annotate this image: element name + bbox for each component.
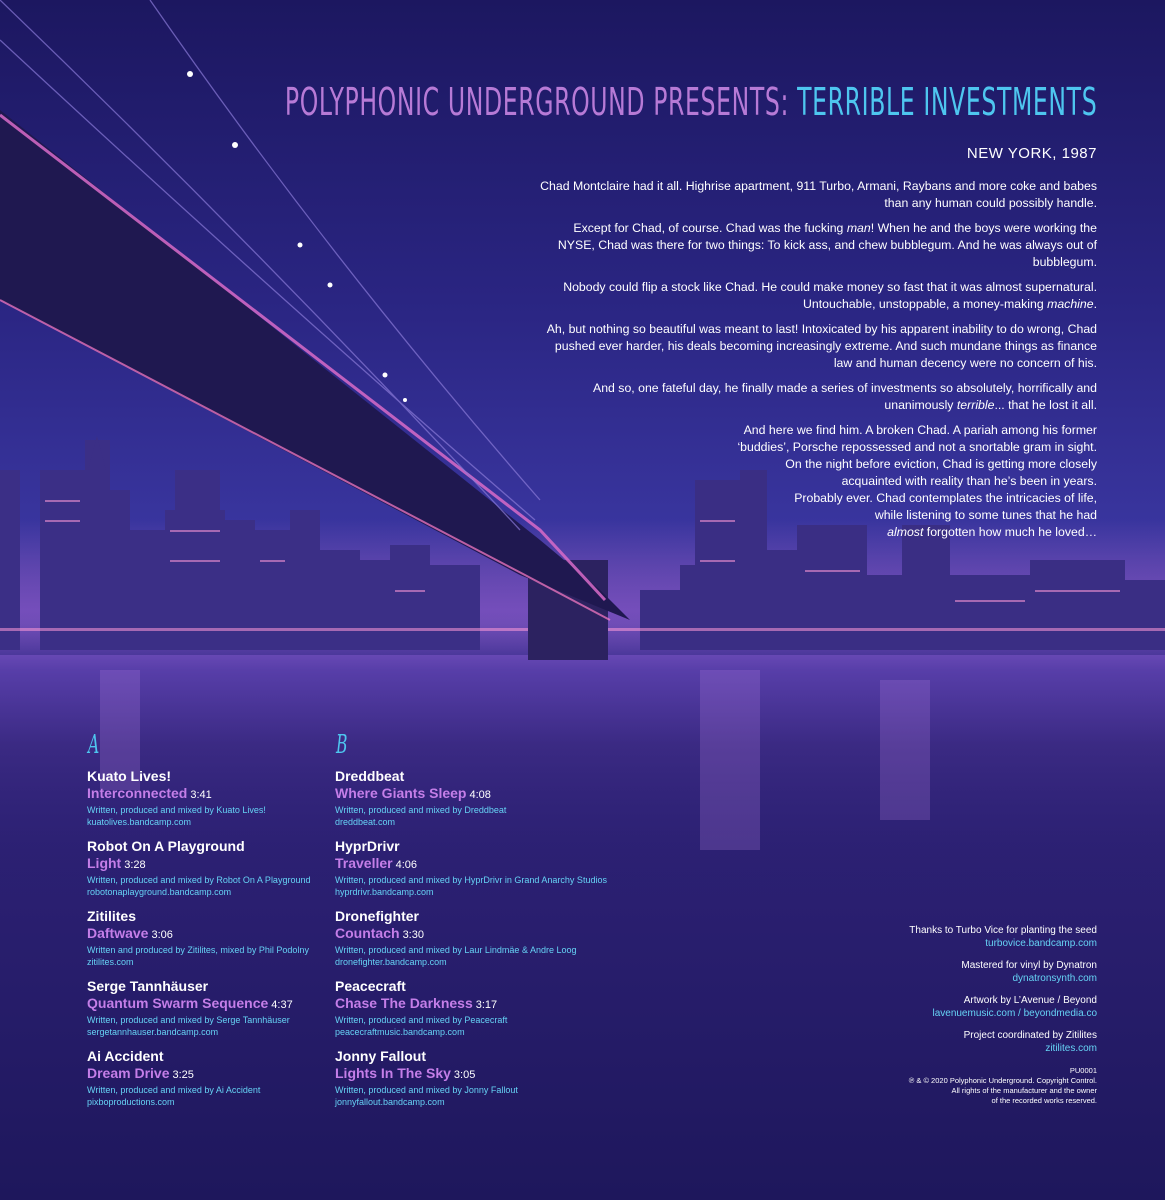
track-link: robotonaplayground.bandcamp.com — [87, 887, 232, 897]
track-title: Lights In The Sky — [335, 1065, 451, 1081]
track-title: Quantum Swarm Sequence — [87, 995, 269, 1011]
track-credit: Written, produced and mixed by Peacecraft — [335, 1015, 508, 1025]
track-duration: 4:08 — [469, 789, 491, 801]
credit-url: turbovice.bandcamp.com — [985, 938, 1097, 949]
track-duration: 4:06 — [395, 859, 418, 871]
track-credit: Written, produced and mixed by Ai Accident — [87, 1085, 261, 1095]
track-credit: Written, produced and mixed by Robot On A Playground — [87, 875, 311, 885]
track-item — [87, 838, 310, 908]
credit-group — [909, 1029, 1097, 1055]
track-artist: Serge Tannhäuser — [87, 978, 209, 994]
track-item — [335, 908, 607, 978]
track-item — [87, 978, 310, 1048]
track-artist: Peacecraft — [335, 978, 406, 994]
track-duration: 3:28 — [124, 859, 146, 871]
track-duration: 3:30 — [402, 929, 424, 941]
track-title: Countach — [335, 925, 400, 941]
track-credit: Written, produced and mixed by Dreddbeat — [335, 805, 507, 815]
credits-block — [909, 924, 1097, 1064]
rights-line: of the recorded works reserved. — [991, 1096, 1097, 1105]
credit-group — [909, 924, 1097, 950]
credit-group — [909, 994, 1097, 1020]
title-presenter: POLYPHONIC UNDERGROUND PRESENTS: — [284, 80, 789, 124]
track-link: kuatolives.bandcamp.com — [87, 817, 192, 827]
track-duration: 4:37 — [271, 999, 293, 1011]
credit-url: zitilites.com — [1045, 1043, 1097, 1054]
track-artist: Ai Accident — [87, 1048, 164, 1064]
track-duration: 3:25 — [172, 1069, 194, 1081]
track-credit: Written, produced and mixed by Jonny Fallout — [335, 1085, 518, 1095]
story-paragraph: Nobody could flip a stock like Chad. He could make money so fast that it was almost supernatural. Untouchable, unstoppable, a money-making machine. — [563, 280, 1097, 311]
track-title: Daftwave — [87, 925, 149, 941]
rights-line: All rights of the manufacturer and the owner — [951, 1086, 1097, 1095]
credit-url: dynatronsynth.com — [1012, 973, 1097, 984]
track-link: jonnyfallout.bandcamp.com — [335, 1097, 445, 1107]
track-link: sergetannhauser.bandcamp.com — [87, 1027, 219, 1037]
track-link: peacecraftmusic.bandcamp.com — [335, 1027, 465, 1037]
track-credit: Written, produced and mixed by Kuato Lives! — [87, 805, 266, 815]
credit-label: Project coordinated by Zitilites — [963, 1030, 1097, 1041]
setting-caption: NEW YORK, 1987 — [966, 145, 1097, 162]
story-paragraph: And so, one fateful day, he finally made a series of investments so absolutely, horrifically and unanimously terrible... that he lost it all. — [593, 381, 1097, 412]
story-text — [537, 178, 1097, 549]
story-paragraph: And here we find him. A broken Chad. A pariah among his former ‘buddies’, Porsche repossessed and not a snortable gram in sight. On the night before eviction, Chad is getting more closely acquainted with reality than he’s been in years. Probably ever. Chad contemplates the intricacies of life, while listening to some tunes that he had almost forgotten how much he loved… — [737, 423, 1097, 539]
track-title: Traveller — [335, 855, 393, 871]
copyright-line: ℗ & © 2020 Polyphonic Underground. Copyright Control. — [908, 1076, 1097, 1085]
track-title: Where Giants Sleep — [335, 785, 467, 801]
track-credit: Written, produced and mixed by Laur Lindmäe & Andre Loog — [335, 945, 577, 955]
track-credit: Written, produced and mixed by HyprDrivr in Grand Anarchy Studios — [335, 875, 607, 885]
track-credit: Written, produced and mixed by Serge Tannhäuser — [87, 1015, 290, 1025]
side-a-label: A — [88, 730, 100, 760]
story-paragraph: Chad Montclaire had it all. Highrise apartment, 911 Turbo, Armani, Raybans and more coke and babes than any human could possibly handle. — [540, 179, 1097, 210]
track-item — [87, 908, 310, 978]
album-title — [285, 80, 1097, 124]
track-title: Interconnected — [87, 785, 188, 801]
track-link: pixboproductions.com — [87, 1097, 175, 1107]
track-link: dreddbeat.com — [335, 817, 396, 827]
track-title: Light — [87, 855, 122, 871]
track-title: Chase The Darkness — [335, 995, 473, 1011]
track-link: zitilites.com — [87, 957, 134, 967]
story-paragraph: Except for Chad, of course. Chad was the fucking man! When he and the boys were working the NYSE, Chad was there for two things: To kick ass, and chew bubblegum. And he was always out of bubblegum. — [557, 221, 1097, 269]
credit-label: Thanks to Turbo Vice for planting the seed — [909, 925, 1097, 936]
credit-label: Mastered for vinyl by Dynatron — [961, 960, 1097, 971]
track-duration: 3:05 — [453, 1069, 476, 1081]
track-item — [87, 1048, 310, 1118]
credit-group — [909, 959, 1097, 985]
track-duration: 3:17 — [475, 999, 498, 1011]
track-artist: Jonny Fallout — [335, 1048, 426, 1064]
track-artist: Zitilites — [87, 908, 137, 924]
track-link: hyprdrivr.bandcamp.com — [335, 887, 434, 897]
side-b-tracklist — [335, 768, 607, 1118]
side-b-label: B — [336, 730, 348, 760]
track-artist: Robot On A Playground — [87, 838, 245, 854]
track-item — [335, 1048, 607, 1118]
track-item — [335, 838, 607, 908]
track-title: Dream Drive — [87, 1065, 170, 1081]
credit-label: Artwork by L’Avenue / Beyond — [963, 995, 1097, 1006]
story-paragraph: Ah, but nothing so beautiful was meant to last! Intoxicated by his apparent inability to do wrong, Chad pushed ever harder, his deals becoming increasingly extreme. And such mundane things as finance law and human decency were no concern of his. — [546, 322, 1097, 370]
title-album-name: TERRIBLE INVESTMENTS — [796, 80, 1097, 124]
track-credit: Written and produced by Zitilites, mixed by Phil Podolny — [87, 945, 309, 955]
track-item — [87, 768, 310, 838]
credit-url: lavenuemusic.com / beyondmedia.co — [932, 1008, 1097, 1019]
track-duration: 3:41 — [190, 789, 212, 801]
track-item — [335, 978, 607, 1048]
track-item — [335, 768, 607, 838]
track-artist: Dronefighter — [335, 908, 419, 924]
track-link: dronefighter.bandcamp.com — [335, 957, 447, 967]
track-artist: Kuato Lives! — [87, 768, 172, 784]
track-artist: Dreddbeat — [335, 768, 405, 784]
track-duration: 3:06 — [151, 929, 173, 941]
legal-notice — [909, 1066, 1097, 1106]
side-a-tracklist — [87, 768, 310, 1118]
catalog-number: PU0001 — [1069, 1066, 1097, 1075]
track-artist: HyprDrivr — [335, 838, 400, 854]
